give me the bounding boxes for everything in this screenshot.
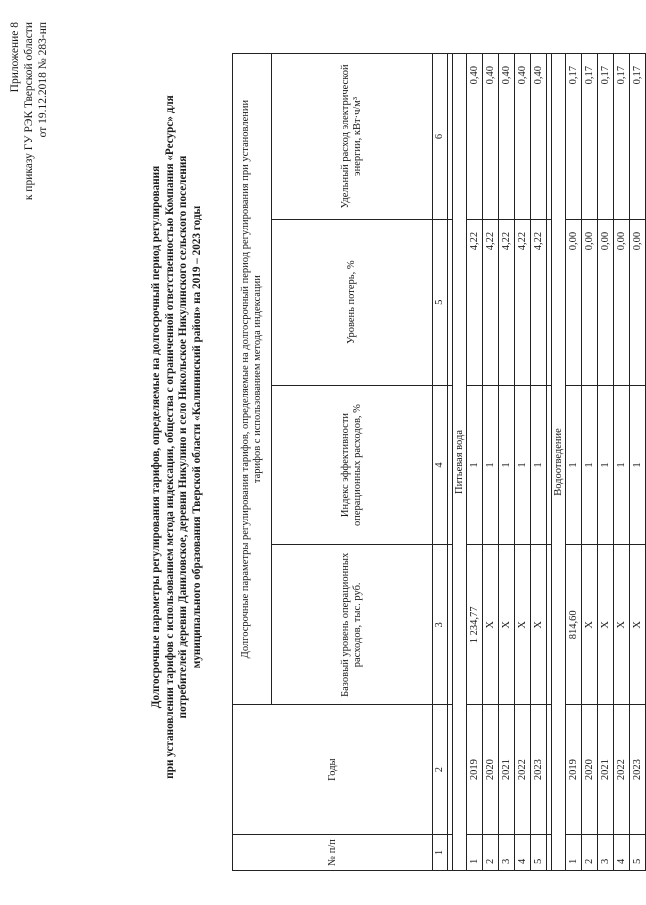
column-index-row: [433, 54, 448, 871]
index-cell: 6: [433, 54, 448, 220]
table-cell: 1: [483, 385, 499, 545]
table-row: [598, 54, 614, 871]
table-cell: 4,22: [531, 219, 547, 385]
table-cell: 0,40: [483, 54, 499, 220]
table-row: [531, 54, 547, 871]
table-cell: 1 234,77: [467, 545, 483, 705]
table-row: [499, 54, 515, 871]
table-cell: 2022: [515, 705, 531, 835]
table-cell: 2021: [499, 705, 515, 835]
table-cell: 2: [483, 835, 499, 871]
index-cell: 3: [433, 545, 448, 705]
appendix-number: Приложение 8: [9, 22, 21, 93]
table-cell: 0,00: [582, 219, 598, 385]
appendix-note: [8, 22, 50, 200]
table-cell: 5: [531, 835, 547, 871]
section-row: [453, 54, 467, 871]
table-cell: 1: [630, 385, 646, 545]
table-cell: X: [531, 545, 547, 705]
table-cell: 0,40: [531, 54, 547, 220]
table-cell: 5: [630, 835, 646, 871]
title-line: муниципального образования Тверской области «Калининский район» на 2019 – 2023 годы: [190, 205, 203, 669]
table-cell: 4: [515, 835, 531, 871]
title-line: потребителей деревни Даниловское, деревни Никулино и село Никольское Никулинского сельского поселения: [177, 155, 190, 719]
table-cell: 0,00: [614, 219, 630, 385]
section-row: [552, 54, 566, 871]
table-cell: X: [483, 545, 499, 705]
table-cell: 2019: [566, 705, 582, 835]
table-row: [515, 54, 531, 871]
table-cell: 3: [598, 835, 614, 871]
table-cell: X: [598, 545, 614, 705]
index-cell: 4: [433, 385, 448, 545]
table-cell: X: [630, 545, 646, 705]
table-cell: 0,17: [582, 54, 598, 220]
table-cell: X: [499, 545, 515, 705]
header-efficiency-index: Индекс эффективности операционных расходов, %: [272, 385, 433, 545]
header-group: Долгосрочные параметры регулирования тарифов, определяемые на долгосрочный период регулирования при установлении тарифов с использованием метода индексации: [233, 54, 272, 705]
table-cell: 1: [582, 385, 598, 545]
table-cell: 0,00: [566, 219, 582, 385]
table-cell: 0,40: [515, 54, 531, 220]
table-cell: 1: [467, 385, 483, 545]
index-cell: 1: [433, 835, 448, 871]
table-cell: X: [614, 545, 630, 705]
section-title: Питьевая вода: [453, 54, 467, 871]
document-title: [150, 0, 204, 877]
table-cell: X: [582, 545, 598, 705]
appendix-order-date: от 19.12.2018 № 283-нп: [37, 22, 49, 138]
table-row: [614, 54, 630, 871]
header-loss-level: Уровень потерь, %: [272, 219, 433, 385]
table-cell: 1: [598, 385, 614, 545]
table-cell: 1: [467, 835, 483, 871]
index-cell: 2: [433, 705, 448, 835]
parameters-table: [232, 53, 646, 871]
table-cell: 3: [499, 835, 515, 871]
appendix-order-ref: к приказу ГУ РЭК Тверской области: [23, 22, 35, 201]
title-line: при установлении тарифов с использованием метода индексации, общества с ограниченной ответственностью Компания «Ресурс» для: [163, 95, 176, 779]
table-cell: X: [515, 545, 531, 705]
table-cell: 2020: [582, 705, 598, 835]
table-cell: 1: [531, 385, 547, 545]
table-cell: 2022: [614, 705, 630, 835]
table-cell: 2: [582, 835, 598, 871]
header-energy-consumption: Удельный расход электрической энергии, кВт·ч/м³: [272, 54, 433, 220]
header-base-opex: Базовый уровень операционных расходов, тыс. руб.: [272, 545, 433, 705]
table-cell: 0,00: [598, 219, 614, 385]
title-line: Долгосрочные параметры регулирования тарифов, определяемые на долгосрочный период регулирования: [150, 165, 162, 709]
table-cell: 2020: [483, 705, 499, 835]
table-cell: 0,17: [566, 54, 582, 220]
table-cell: 2023: [531, 705, 547, 835]
section-title: Водоотведение: [552, 54, 566, 871]
table-cell: 0,17: [598, 54, 614, 220]
table-cell: 0,00: [630, 219, 646, 385]
table-cell: 814,60: [566, 545, 582, 705]
table-cell: 4,22: [515, 219, 531, 385]
header-number: № п/п: [233, 835, 433, 871]
table-row: [582, 54, 598, 871]
table-cell: 2023: [630, 705, 646, 835]
table-cell: 4,22: [467, 219, 483, 385]
table-cell: 1: [499, 385, 515, 545]
table-row: [483, 54, 499, 871]
table-cell: 0,40: [467, 54, 483, 220]
table-row: [630, 54, 646, 871]
table-cell: 4: [614, 835, 630, 871]
table-cell: 4,22: [483, 219, 499, 385]
table-cell: 0,17: [630, 54, 646, 220]
table-cell: 2019: [467, 705, 483, 835]
table-cell: 1: [566, 385, 582, 545]
index-cell: 5: [433, 219, 448, 385]
table-cell: 1: [614, 385, 630, 545]
table-row: [566, 54, 582, 871]
table-cell: 4,22: [499, 219, 515, 385]
header-years: Годы: [233, 705, 433, 835]
table-cell: 1: [515, 385, 531, 545]
table-cell: 2021: [598, 705, 614, 835]
table-row: [467, 54, 483, 871]
table-cell: 0,40: [499, 54, 515, 220]
table-cell: 0,17: [614, 54, 630, 220]
table-cell: 1: [566, 835, 582, 871]
